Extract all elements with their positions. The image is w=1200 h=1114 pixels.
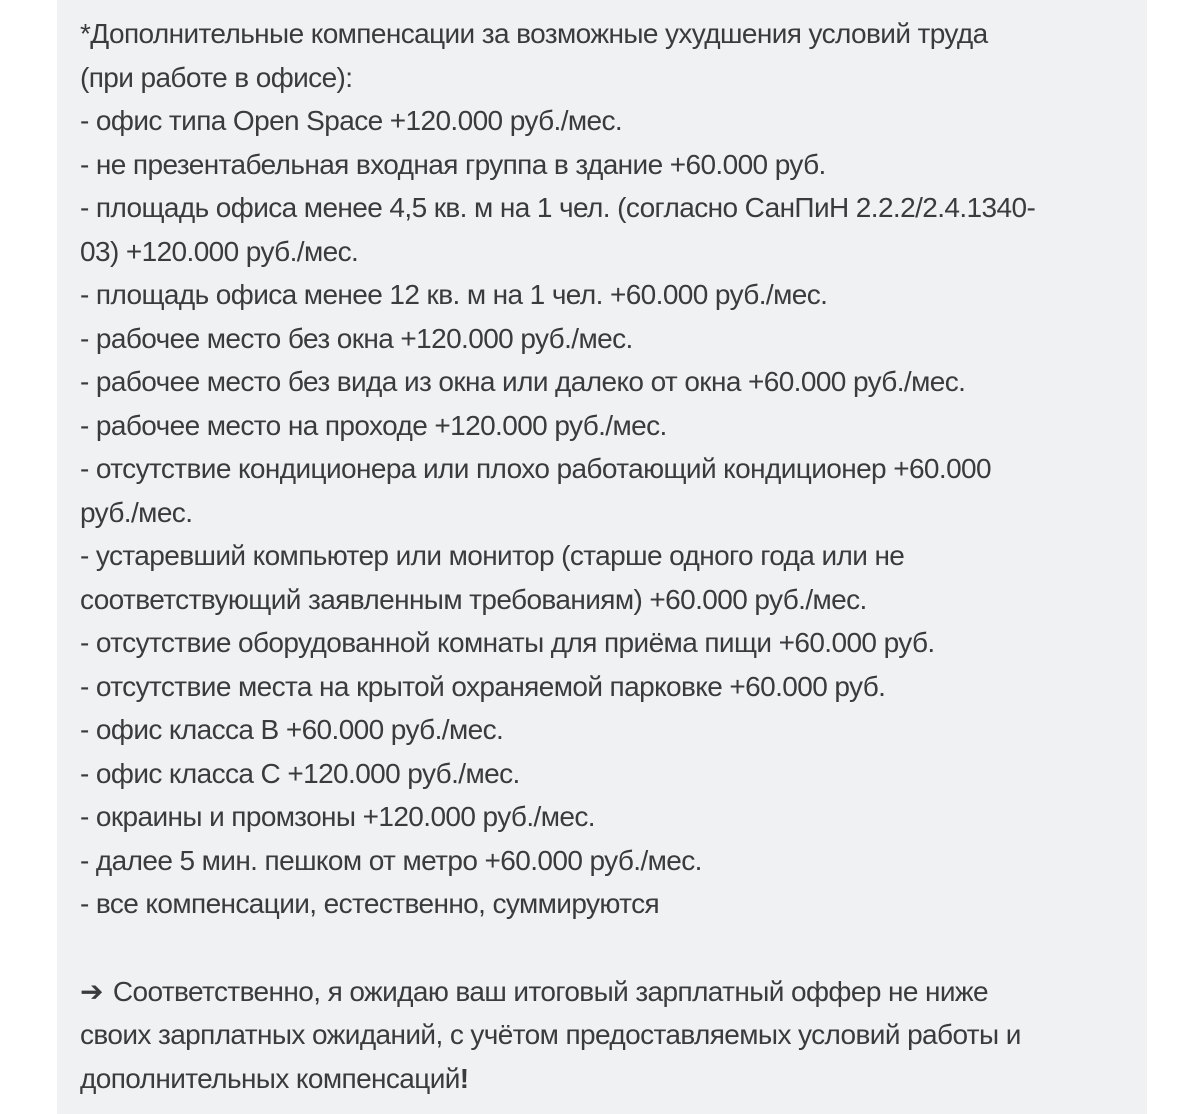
list-item [80,360,1130,404]
list-item-text: - окраины и промзоны +120.000 руб./мес. [80,801,595,832]
list-item-text: - устаревший компьютер или монитор (старше одного года или не [80,540,905,571]
list-item-text: - не презентабельная входная группа в здание +60.000 руб. [80,148,826,180]
exclamation-mark: ! [459,1062,469,1094]
list-item [80,795,1130,839]
paragraph-gap [80,926,1130,970]
list-item [80,534,1130,621]
conclusion-line-2: своих зарплатных ожиданий, с учётом предоставляемых условий работы и [80,1019,1021,1050]
list-item [80,186,1130,273]
list-item [80,99,1130,143]
conclusion-line-3 [80,1057,1130,1101]
list-item [80,752,1130,796]
compensation-list [80,99,1130,926]
list-item-text: - офис типа Open Space +120.000 руб./мес. [80,105,623,136]
list-item [80,621,1130,665]
list-item-text-continued: 03) +120.000 руб./мес. [80,235,359,267]
list-item [80,839,1130,883]
conclusion-line-1 [80,970,1130,1014]
list-item [80,665,1130,709]
list-item-text: - все компенсации, естественно, суммируются [80,888,660,919]
list-item-text: - отсутствие кондиционера или плохо работающий кондиционер +60.000 [80,453,991,484]
conclusion-text-1: Соответственно, я ожидаю ваш итоговый зарплатный оффер не ниже [112,975,988,1007]
list-item-text-continued: соответствующий заявленным требованиям) +60.000 руб./мес. [80,583,867,615]
list-item [80,317,1130,361]
list-item-text: - отсутствие места на крытой охраняемой парковке +60.000 руб. [80,670,886,702]
conclusion-paragraph [80,970,1130,1101]
message-card [57,0,1147,1114]
message-text [80,12,1130,1100]
intro-line-2: (при работе в офисе): [80,61,353,93]
conclusion-text-3: дополнительных компенсаций [80,1062,460,1094]
list-item-text: - отсутствие оборудованной комнаты для приёма пищи +60.000 руб. [80,627,935,658]
arrow-right-icon: ➔ [80,975,103,1007]
list-item-text: - далее 5 мин. пешком от метро +60.000 руб./мес. [80,844,702,876]
list-item-text: - рабочее место без вида из окна или далеко от окна +60.000 руб./мес. [80,366,966,397]
list-item-text: - рабочее место на проходе +120.000 руб./мес. [80,409,667,441]
list-item-text: - офис класса B +60.000 руб./мес. [80,714,504,745]
list-item-text: - рабочее место без окна +120.000 руб./мес. [80,322,633,354]
list-item [80,447,1130,534]
list-item-text-continued: руб./мес. [80,496,193,528]
list-item [80,143,1130,187]
list-item [80,882,1130,926]
intro-line-1: *Дополнительные компенсации за возможные ухудшения условий труда [80,18,988,49]
list-item-text: - площадь офиса менее 4,5 кв. м на 1 чел. (согласно СанПиН 2.2.2/2.4.1340- [80,192,1036,223]
list-item [80,404,1130,448]
list-item [80,273,1130,317]
list-item [80,708,1130,752]
list-item-text: - площадь офиса менее 12 кв. м на 1 чел. +60.000 руб./мес. [80,279,828,310]
list-item-text: - офис класса C +120.000 руб./мес. [80,757,520,789]
